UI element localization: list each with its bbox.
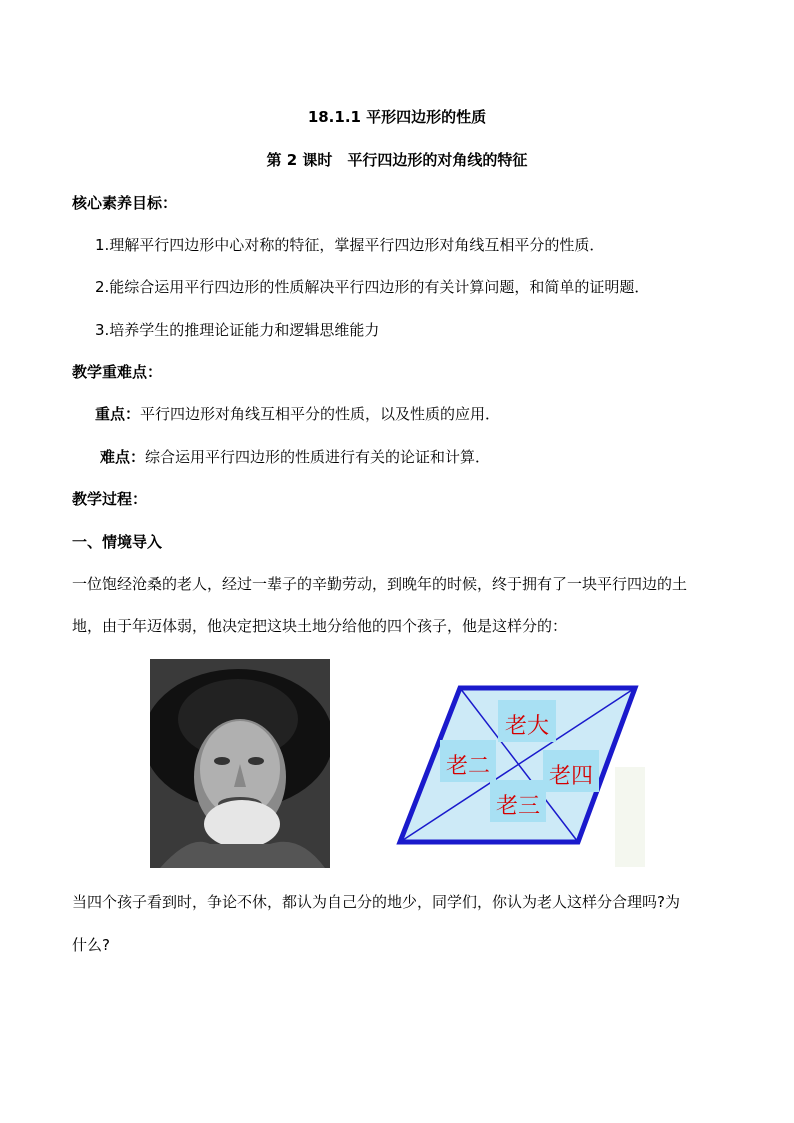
paragraph-2-line-2: 什么? xyxy=(72,936,110,954)
difficulty-label: 难点： xyxy=(100,448,146,466)
focus-line xyxy=(95,404,500,424)
paragraph-1-line-1: 一位饱经沧桑的老人，经过一辈子的辛勤劳动，到晚年的时候，终于拥有了一块平行四边的土 xyxy=(72,575,688,593)
goal-item-1: 1.理解平行四边形中心对称的特征，掌握平行四边形对角线互相平分的性质． xyxy=(95,236,605,254)
goals-heading: 核心素养目标： xyxy=(72,194,178,212)
old-man-icon xyxy=(150,659,330,868)
label-second: 老二 xyxy=(445,754,491,779)
difficulty-line xyxy=(100,447,490,467)
paragraph-1-line-2: 地，由于年迈体弱，他决定把这块土地分给他的四个孩子，他是这样分的： xyxy=(72,617,568,635)
process-heading: 教学过程： xyxy=(72,490,148,508)
goal-item-3: 3.培养学生的推理论证能力和逻辑思维能力 xyxy=(95,321,380,339)
old-man-photo xyxy=(150,659,330,868)
difficulty-text: 综合运用平行四边形的性质进行有关的论证和计算． xyxy=(145,448,491,466)
label-eldest: 老大 xyxy=(504,714,550,739)
lesson-subtitle: 第 2 课时 平行四边形的对角线的特征 xyxy=(266,151,528,169)
parallelogram-diagram xyxy=(380,672,645,867)
section-heading-intro: 一、情境导入 xyxy=(72,533,163,551)
focus-text: 平行四边形对角线互相平分的性质，以及性质的应用． xyxy=(140,405,501,423)
label-fourth: 老四 xyxy=(548,764,594,789)
label-third: 老三 xyxy=(495,794,541,819)
key-points-heading: 教学重难点： xyxy=(72,363,163,381)
focus-label: 重点： xyxy=(95,405,141,423)
goal-item-2: 2.能综合运用平行四边形的性质解决平行四边形的有关计算问题，和简单的证明题． xyxy=(95,278,650,296)
page-title: 18.1.1 平形四边形的性质 xyxy=(307,108,487,126)
paragraph-2-line-1: 当四个孩子看到时，争论不休，都认为自己分的地少，同学们，你认为老人这样分合理吗?为 xyxy=(72,893,680,911)
